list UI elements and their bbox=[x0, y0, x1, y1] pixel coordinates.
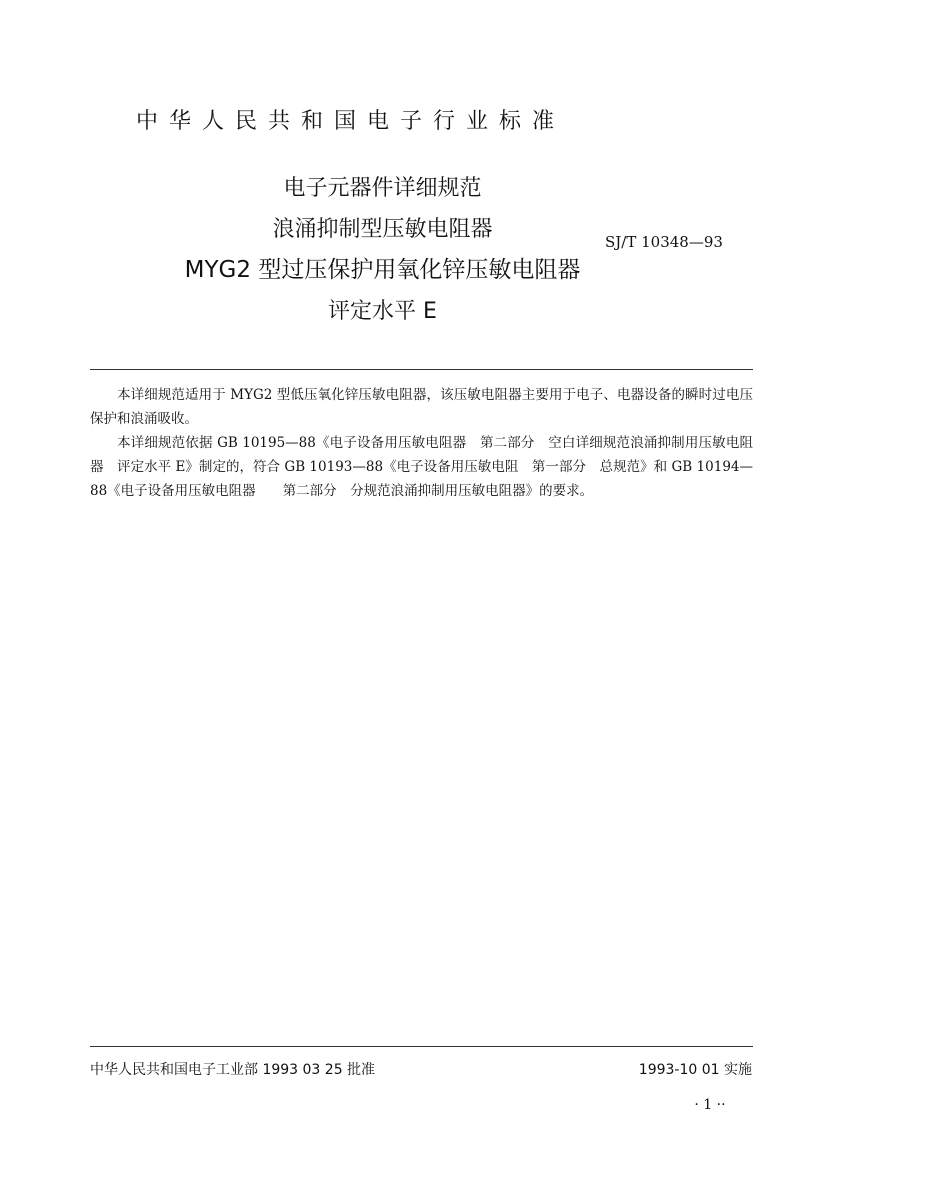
top-divider bbox=[90, 369, 753, 370]
title-line-1: 电子元器件详细规范 bbox=[283, 176, 482, 201]
body-paragraph-2: 本详细规范依据 GB 10195—88《电子设备用压敏电阻器 第二部分 空白详细规范浪涌抑制用压敏电阻器 评定水平 E》制定的，符合 GB 10193—88《电子设备用压敏电阻 第一部分 总规范》和 GB 10194—88《电子设备用压敏电阻器 第二部分 分规范浪涌抑制用压敏电阻器》的要求。 bbox=[90, 435, 753, 499]
title-line-4: 评定水平 E bbox=[328, 299, 437, 324]
document-title bbox=[100, 168, 665, 332]
standard-code: SJ/T 10348—93 bbox=[605, 233, 723, 251]
body-paragraph-1: 本详细规范适用于 MYG2 型低压氧化锌压敏电阻器，该压敏电阻器主要用于电子、电器设备的瞬时过电压保护和浪涌吸收。 bbox=[90, 387, 753, 427]
body-text bbox=[90, 383, 753, 503]
industry-standard-heading: 中华人民共和国电子行业标准 bbox=[136, 109, 566, 134]
bottom-divider bbox=[90, 1046, 753, 1047]
page-number: · 1 ·· bbox=[694, 1097, 726, 1113]
implementation-date: 1993-10 01 实施 bbox=[638, 1062, 752, 1078]
approval-statement: 中华人民共和国电子工业部 1993 03 25 批准 bbox=[90, 1062, 376, 1078]
title-line-2: 浪涌抑制型压敏电阻器 bbox=[272, 217, 493, 242]
title-line-3: MYG2 型过压保护用氧化锌压敏电阻器 bbox=[184, 257, 581, 283]
